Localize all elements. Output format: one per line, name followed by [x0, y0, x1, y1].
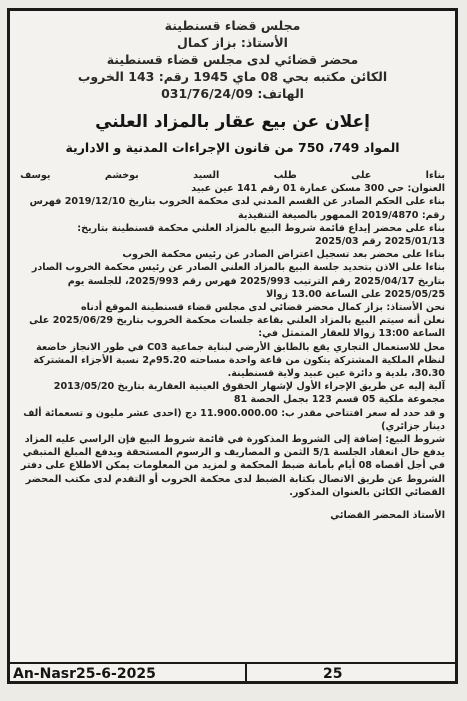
applicant-word: بناءا — [425, 170, 445, 181]
property-paragraph: محل للاستعمال التجاري يقع بالطابق الأرضي لبناية جماعية C03 في طور الانجاز خاضعة لنظام الملكية المشتركة يتكون من قاعة واحدة مساحته 95.20م2 نسبة الأجزاء المشتركة 30.30، بلدية و دائرة عين عبيد ولاية قسنطينة. — [33, 341, 445, 380]
notice-header — [20, 17, 445, 102]
registry-paragraph: آلية إليه عن طريق الإجراء الأول لإشهار الحقوق العينية العقارية بتاريخ 2013/05/20 مجموعة ملكية 05 قسم 123 بجمل الحصة 81 — [53, 381, 445, 406]
footer-divider — [245, 664, 247, 684]
header-bailiff-title: محضر قضائي لدى مجلس قضاء قسنطينة — [106, 52, 359, 67]
objection-paragraph: بناءا على محضر بعد تسجيل اعتراض الصادر عن رئيس محكمة الخروب — [122, 249, 445, 261]
session-paragraph: بناءا على الاذن بتحديد جلسة البيع بالمزاد العلني الصادر عن رئيس محكمة الخروب الصادر بتاريخ 2025/04/17 رقم الترتيب 2025/993 فهرس رقم 2025/993، للجلسة يوم 2025/05/25 على الساعة 13.00 زوالا — [31, 262, 445, 300]
applicant-word: طلب — [273, 170, 297, 181]
notice-title: إعلان عن بيع عقار بالمزاد العلني — [95, 112, 370, 132]
applicant-word: السيد — [193, 170, 220, 181]
header-court: مجلس قضاء قسنطينة — [164, 18, 301, 33]
bailiff-paragraph: نحن الأستاذ: بزاز كمال محضر قضائي لدى مجلس قضاء قسنطينة الموقع أدناه — [81, 302, 445, 314]
judgment-paragraph: بناء على الحكم الصادر عن القسم المدني لدى محكمة الخروب بتاريخ 2019/12/10 فهرس رقم: 2019/4870 الممهور بالصيغة التنفيذية — [29, 196, 445, 221]
applicant-word: بوخشم — [104, 170, 139, 181]
notice-content — [20, 17, 445, 522]
notice-frame — [7, 8, 458, 684]
applicant-word: يوسف — [20, 170, 51, 181]
address-paragraph: العنوان: حي 300 مسكن عمارة 01 رقم 141 عين عبيد — [191, 183, 445, 195]
notice-body — [20, 169, 445, 522]
footer-source: An-Nasr25-6-2025 — [13, 666, 156, 682]
applicant-word: على — [351, 170, 372, 181]
applicant-line — [20, 169, 445, 182]
sale-date-paragraph: نعلن أنه سيتم البيع بالمزاد العلني بقاعة جلسات محكمة الخروب بتاريخ 2025/06/29 على الساعة 13:00 زوالا للعقار المتمثل في: — [29, 315, 445, 340]
header-phone: الهاتف: 031/76/24/09 — [161, 86, 304, 101]
signature: الأستاذ المحضر القضائي — [330, 510, 445, 522]
deposit-paragraph: بناء على محضر إيداع قائمة شروط البيع بالمزاد العلني محكمة قسنطينة بتاريخ: 2025/01/13 رقم 2025/03 — [77, 222, 445, 248]
price-paragraph: و قد حدد له سعر افتتاحي مقدر ب: 11.900.000.00 دج (احدى عشر مليون و تسعمائة ألف دينار جزائري) — [23, 407, 445, 432]
header-office-address: الكائن مكتبه بحي 08 ماي 1945 رقم: 143 الخروب — [77, 69, 388, 84]
header-bailiff-name: الأستاذ: بزاز كمال — [177, 35, 288, 50]
footer-page-number: 25 — [323, 666, 343, 682]
page-footer — [7, 662, 458, 684]
conditions-paragraph: شروط البيع: إضافة إلى الشروط المذكورة في قائمة شروط البيع فإن الراسي عليه المزاد يدفع حال انعقاد الجلسة 5/1 الثمن و المصاريف و الرسوم المستحقة ويدفع المبلغ المتبقي في أجل أقصاه 08 أيام بأمانة ضبط المحكمة و لمزيد من المعلومات يمكن الاطلاع على دفتر الشروط عن طريق الاتصال بكتابة الضبط لدى محكمة الخروب أو التقدم لدى مكتب المحضر القضائي الكائن بالعنوان المذكور. — [20, 434, 445, 498]
notice-subtitle: المواد 749، 750 من قانون الإجراءات المدنية و الادارية — [65, 140, 400, 155]
